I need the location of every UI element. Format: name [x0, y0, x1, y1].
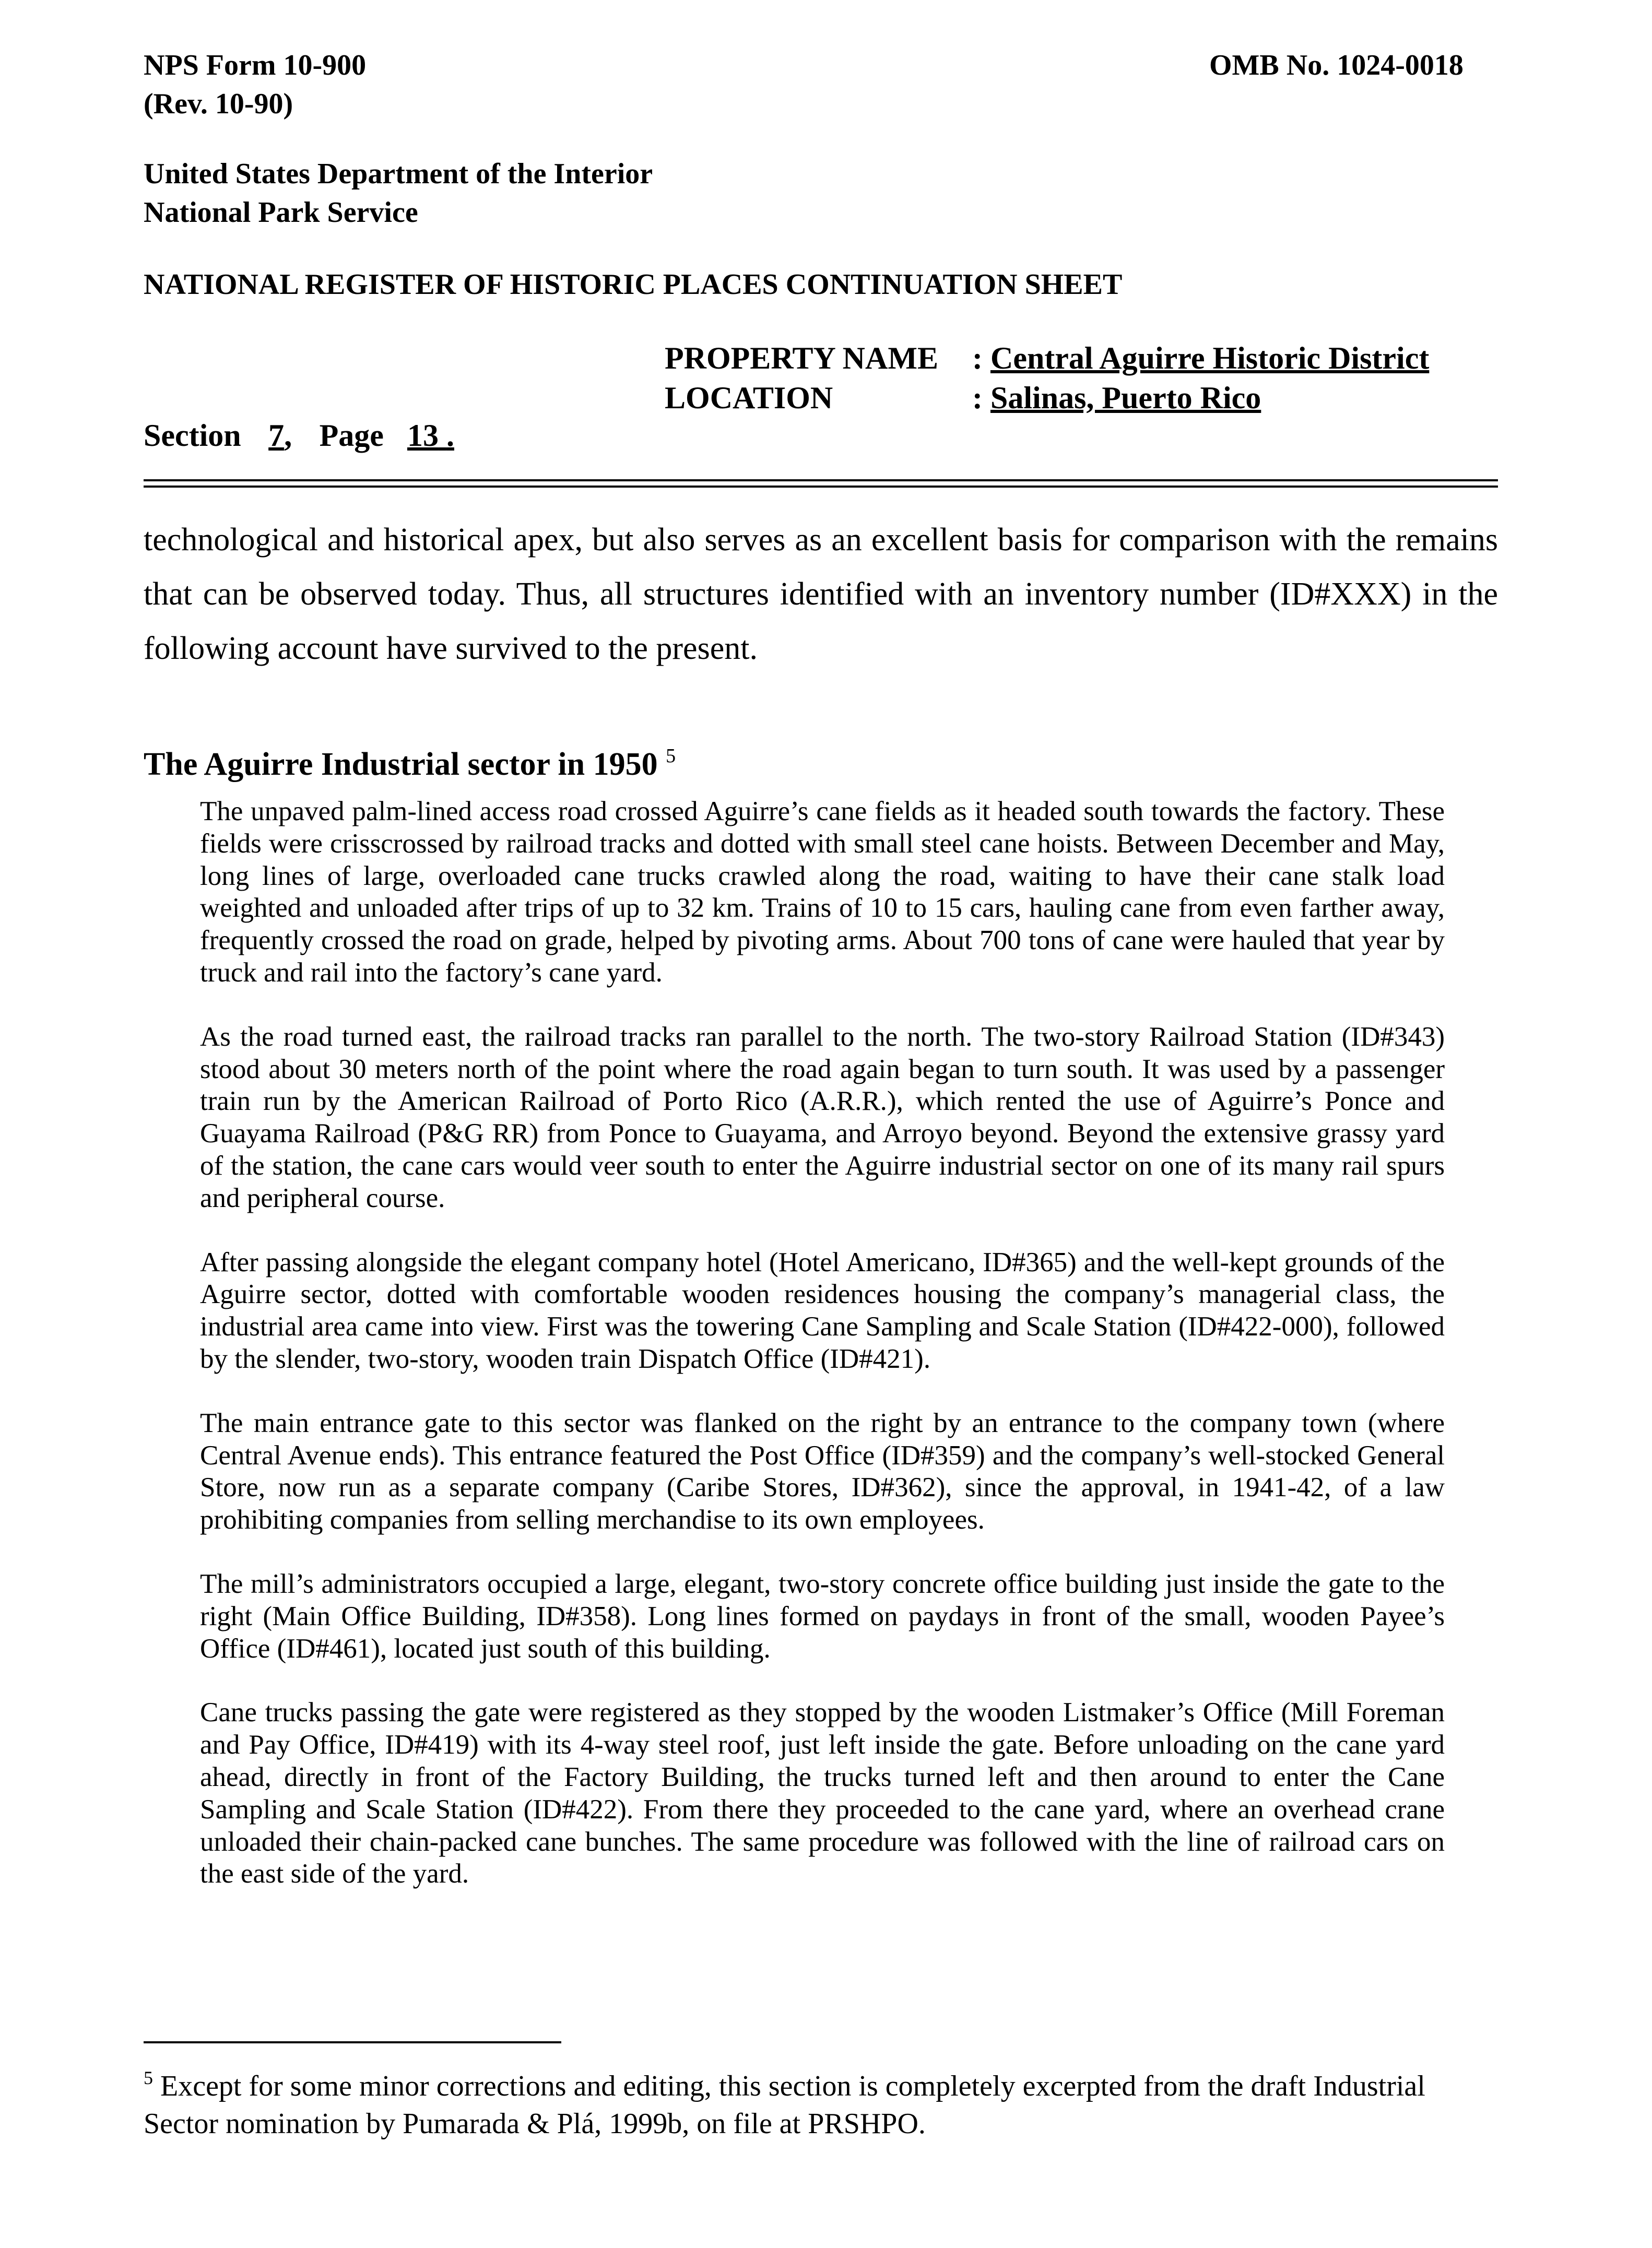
- property-name-row: [972, 338, 1429, 378]
- form-identifier: [144, 46, 366, 123]
- agency-name: National Park Service: [144, 196, 418, 229]
- location-separator: :: [972, 381, 983, 415]
- section-heading-text: The Aguirre Industrial sector in 1950: [144, 747, 658, 782]
- agency-block: [144, 155, 653, 232]
- paragraph-main-entrance: The main entrance gate to this sector was flanked on the right by an entrance to the company town (where Central Avenue ends). This entrance featured the Post Office (ID#359) and the company’s well-stocked General Store, now run as a separate company (Caribe Stores, ID#362), since the approval, in 1941-42, of a law prohibiting companies from selling merchandise to its own employees.: [200, 1407, 1445, 1535]
- body-text: [200, 796, 1445, 1922]
- form-id: NPS Form 10-900: [144, 49, 367, 81]
- property-labels: [665, 338, 938, 418]
- section-heading: [144, 735, 676, 785]
- location-row: [972, 378, 1429, 418]
- footnote-number: 5: [144, 2067, 153, 2088]
- form-revision: (Rev. 10-90): [144, 88, 293, 120]
- paragraph-hotel-and-scale: After passing alongside the elegant company hotel (Hotel Americano, ID#365) and the well-kept grounds of the Aguirre sector, dotted with comfortable wooden residences housing the company’s managerial class, the industrial area came into view. First was the towering Cane Sampling and Scale Station (ID#422-000), followed by the slender, two-story, wooden train Dispatch Office (ID#421).: [200, 1247, 1445, 1374]
- page-label: Page: [319, 418, 384, 453]
- section-page-line: [144, 416, 470, 455]
- omb-number: OMB No. 1024-0018: [1209, 49, 1464, 81]
- footnote-text: Except for some minor corrections and editing, this section is completely excerpted from the draft Industrial Sector nomination by Pumarada & Plá, 1999b, on file at PRSHPO.: [144, 2070, 1425, 2140]
- property-name-value: Central Aguirre Historic District: [990, 341, 1430, 375]
- intro-paragraph: technological and historical apex, but also serves as an excellent basis for comparison with the remains that can be observed today. Thus, all structures identified with an inventory number (ID#XXX) in the following account have survived to the present.: [144, 522, 1498, 666]
- register-title: NATIONAL REGISTER OF HISTORIC PLACES CONTINUATION SHEET: [144, 268, 1123, 301]
- department-name: United States Department of the Interior: [144, 158, 653, 190]
- paragraph-main-office: The mill’s administrators occupied a large, elegant, two-story concrete office building just inside the gate to the right (Main Office Building, ID#358). Long lines formed on paydays in front of the small, wooden Payee’s Office (ID#461), located just south of this building.: [200, 1568, 1445, 1664]
- header-rule-bottom: [144, 486, 1498, 488]
- property-values: [972, 338, 1429, 418]
- section-number: 7,: [268, 418, 292, 453]
- location-value: Salinas, Puerto Rico: [990, 381, 1261, 415]
- paragraph-access-road: The unpaved palm-lined access road crossed Aguirre’s cane fields as it headed south towards the factory. These fields were crisscrossed by railroad tracks and dotted with small steel cane hoists. Between December and May, long lines of large, overloaded cane trucks crawled along the road, waiting to have their cane stalk load weighted and unloaded after trips of up to 32 km. Trains of 10 to 15 cars, hauling cane from even farther away, frequently crossed the road on grade, helped by pivoting arms. About 700 tons of cane were hauled that year by truck and rail into the factory’s cane yard.: [200, 796, 1445, 988]
- footnote-divider: [144, 2041, 561, 2043]
- property-name-separator: :: [972, 341, 983, 375]
- header-rule-top: [144, 479, 1498, 481]
- property-name-label: PROPERTY NAME: [665, 341, 938, 375]
- footnote: [144, 2059, 1498, 2143]
- footnote-reference: 5: [666, 745, 676, 767]
- location-label: LOCATION: [665, 381, 833, 415]
- section-label: Section: [144, 418, 241, 453]
- paragraph-railroad-station: As the road turned east, the railroad tracks ran parallel to the north. The two-story Railroad Station (ID#343) stood about 30 meters north of the point where the road again began to turn south. It was used by a passenger train run by the American Railroad of Porto Rico (A.R.R.), which rented the use of Aguirre’s Ponce and Guayama Railroad (P&G RR) from Ponce to Guayama, and Arroyo beyond. Beyond the extensive grassy yard of the station, the cane cars would veer south to enter the Aguirre industrial sector on one of its many rail spurs and peripheral course.: [200, 1021, 1445, 1213]
- paragraph-cane-trucks: Cane trucks passing the gate were registered as they stopped by the wooden Listmaker’s Office (Mill Foreman and Pay Office, ID#419) with its 4-way steel roof, just left inside the gate. Before unloading on the cane yard ahead, directly in front of the Factory Building, the trucks turned left and then around to enter the Cane Sampling and Scale Station (ID#422). From there they proceeded to the cane yard, where an overhead crane unloaded their chain-packed cane bunches. The same procedure was followed with the line of railroad cars on the east side of the yard.: [200, 1697, 1445, 1889]
- page-number: 13 .: [407, 418, 454, 453]
